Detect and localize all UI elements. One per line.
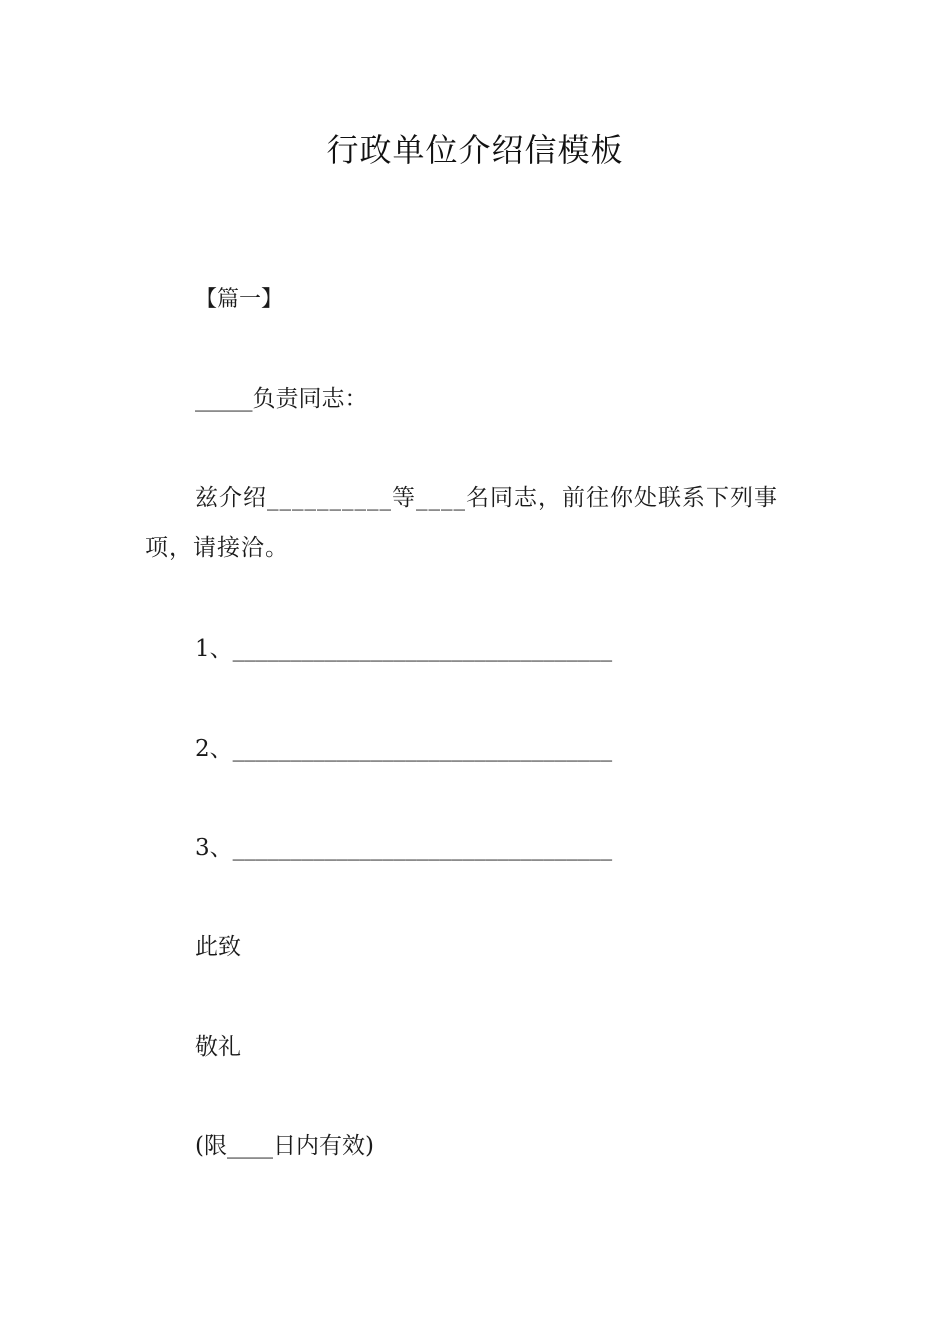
page-title: 行政单位介绍信模板 <box>326 131 624 169</box>
closing-respects: 敬礼 <box>195 1034 241 1060</box>
list-item-1: 1、_________________________________ <box>195 636 613 662</box>
list-item-2: 2、_________________________________ <box>195 736 613 762</box>
salutation: _____负责同志： <box>195 386 368 412</box>
list-item-3: 3、_________________________________ <box>195 835 613 861</box>
validity-note: (限____日内有效) <box>195 1133 374 1159</box>
section-heading: 【篇一】 <box>195 287 284 312</box>
intro-paragraph: 兹介绍__________等____名同志，前往你处联系下列事项，请接洽。 <box>145 485 778 561</box>
closing-greeting: 此致 <box>195 934 241 960</box>
